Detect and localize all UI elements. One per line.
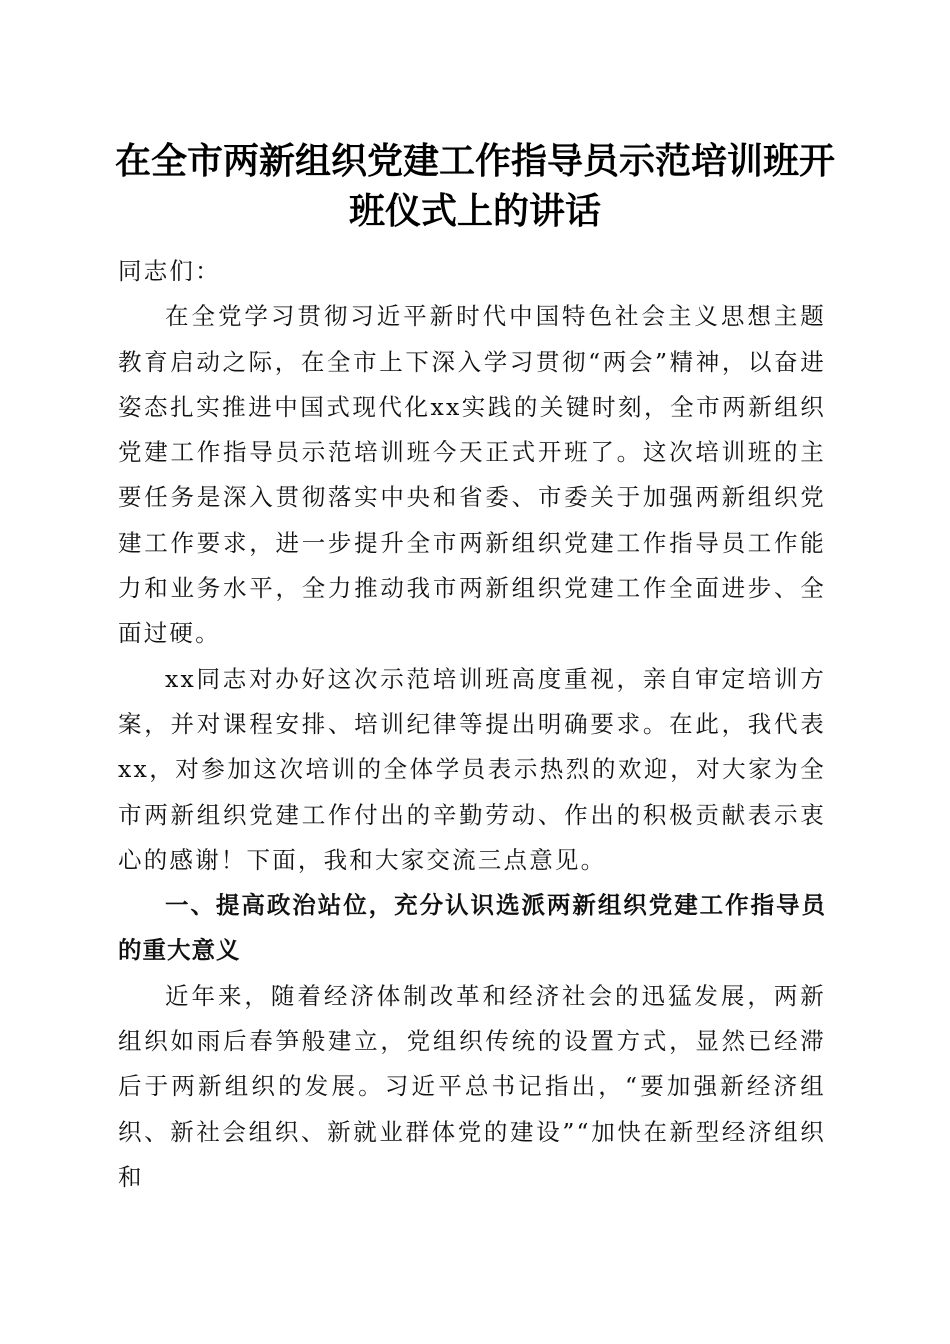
paragraph-section-1: 近年来，随着经济体制改革和经济社会的迅猛发展，两新组织如雨后春笋般建立，党组织传统的设置方式，显然已经滞后于两新组织的发展。习近平总书记指出，“要加强新经济组织、新社会组织、新就业群体党的建设”“加快在新型经济组织和 (118, 981, 826, 1191)
document-body (118, 249, 826, 1200)
document-title (100, 136, 850, 236)
title-line-2: 班仪式上的讲话 (348, 190, 601, 232)
paragraph-intro: 在全党学习贯彻习近平新时代中国特色社会主义思想主题教育启动之际，在全市上下深入学习贯彻“两会”精神，以奋进姿态扎实推进中国式现代化xx实践的关键时刻，全市两新组织党建工作指导员示范培训班今天正式开班了。这次培训班的主要任务是深入贯彻落实中央和省委、市委关于加强两新组织党建工作要求，进一步提升全市两新组织党建工作指导员工作能力和业务水平，全力推动我市两新组织党建工作全面进步、全面过硬。 (118, 302, 826, 648)
title-line-1: 在全市两新组织党建工作指导员示范培训班开 (114, 140, 835, 182)
section-heading-1: 一、提高政治站位，充分认识选派两新组织党建工作指导员的重大意义 (118, 891, 826, 965)
paragraph-welcome: xx同志对办好这次示范培训班高度重视，亲自审定培训方案，并对课程安排、培训纪律等提出明确要求。在此，我代表xx，对参加这次培训的全体学员表示热烈的欢迎，对大家为全市两新组织党建工作付出的辛勤劳动、作出的积极贡献表示衷心的感谢！下面，我和大家交流三点意见。 (118, 664, 826, 874)
salutation: 同志们： (118, 257, 221, 285)
